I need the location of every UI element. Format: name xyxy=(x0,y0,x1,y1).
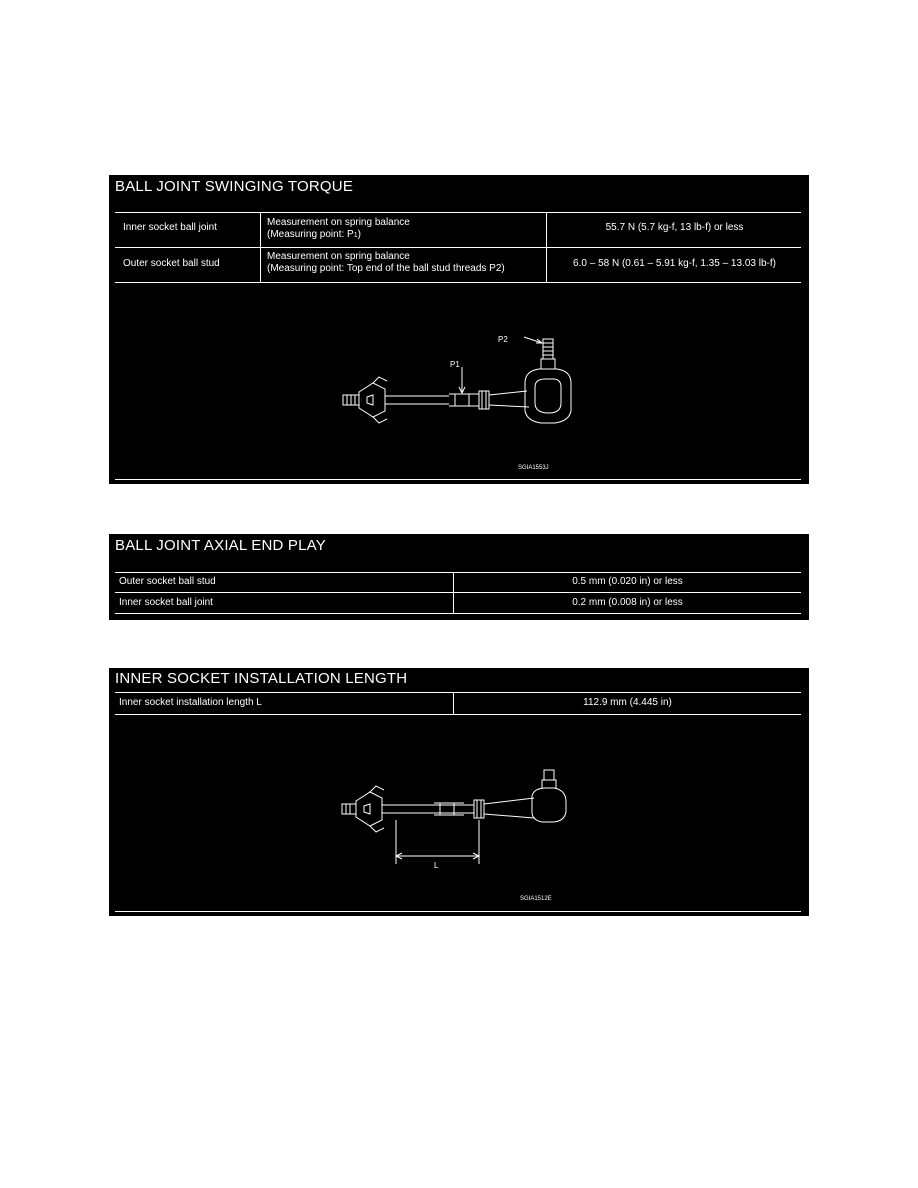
table-row xyxy=(123,258,220,270)
table-row xyxy=(123,222,217,234)
tie-rod-swing-figure xyxy=(329,325,589,435)
figure-id: SGIA1512E xyxy=(520,896,552,902)
axial-end-play-title: BALL JOINT AXIAL END PLAY xyxy=(115,537,326,554)
value-cell: 0.5 mm (0.020 in) or less xyxy=(572,576,683,587)
item-label: Outer socket ball stud xyxy=(119,576,216,587)
item-label: Inner socket installation length L xyxy=(119,697,262,708)
table-rule xyxy=(115,247,801,248)
table-rule xyxy=(115,692,801,693)
swinging-torque-panel xyxy=(109,175,809,484)
value-cell: 0.2 mm (0.008 in) or less xyxy=(572,597,683,608)
method-line: (Measuring point: Top end of the ball stud threads P2) xyxy=(267,263,505,274)
table-rule xyxy=(115,282,801,283)
item-label: Outer socket ball stud xyxy=(123,258,220,269)
p2-label: P2 xyxy=(498,335,508,344)
tie-rod-length-figure xyxy=(334,768,584,868)
table-col-divider xyxy=(260,212,261,282)
panel-bottom-rule xyxy=(115,479,801,480)
table-rule xyxy=(115,613,801,614)
method-line: (Measuring point: P1) xyxy=(267,229,361,240)
value-cell: 112.9 mm (4.445 in) xyxy=(583,697,672,708)
figure-id: SGIA1553J xyxy=(518,465,549,471)
installation-length-panel xyxy=(109,668,809,916)
installation-length-title: INNER SOCKET INSTALLATION LENGTH xyxy=(115,670,408,687)
table-rule xyxy=(115,212,801,213)
method-line: Measurement on spring balance xyxy=(267,251,410,262)
p1-label: P1 xyxy=(450,360,460,369)
axial-end-play-panel xyxy=(109,534,809,620)
method-line: Measurement on spring balance xyxy=(267,217,410,228)
swinging-torque-title: BALL JOINT SWINGING TORQUE xyxy=(115,178,354,195)
value-cell: 6.0 – 58 N (0.61 – 5.91 kg-f, 1.35 – 13.03 lb-f) xyxy=(573,258,776,269)
table-rule xyxy=(115,714,801,715)
table-rule xyxy=(115,592,801,593)
item-label: Inner socket ball joint xyxy=(119,597,213,608)
method-cell xyxy=(267,217,410,242)
value-cell: 55.7 N (5.7 kg-f, 13 lb-f) or less xyxy=(605,222,744,233)
panel-bottom-rule xyxy=(115,911,801,912)
length-l-label: L xyxy=(434,861,439,870)
table-rule xyxy=(115,572,801,573)
method-cell xyxy=(267,251,505,275)
item-label: Inner socket ball joint xyxy=(123,222,217,233)
